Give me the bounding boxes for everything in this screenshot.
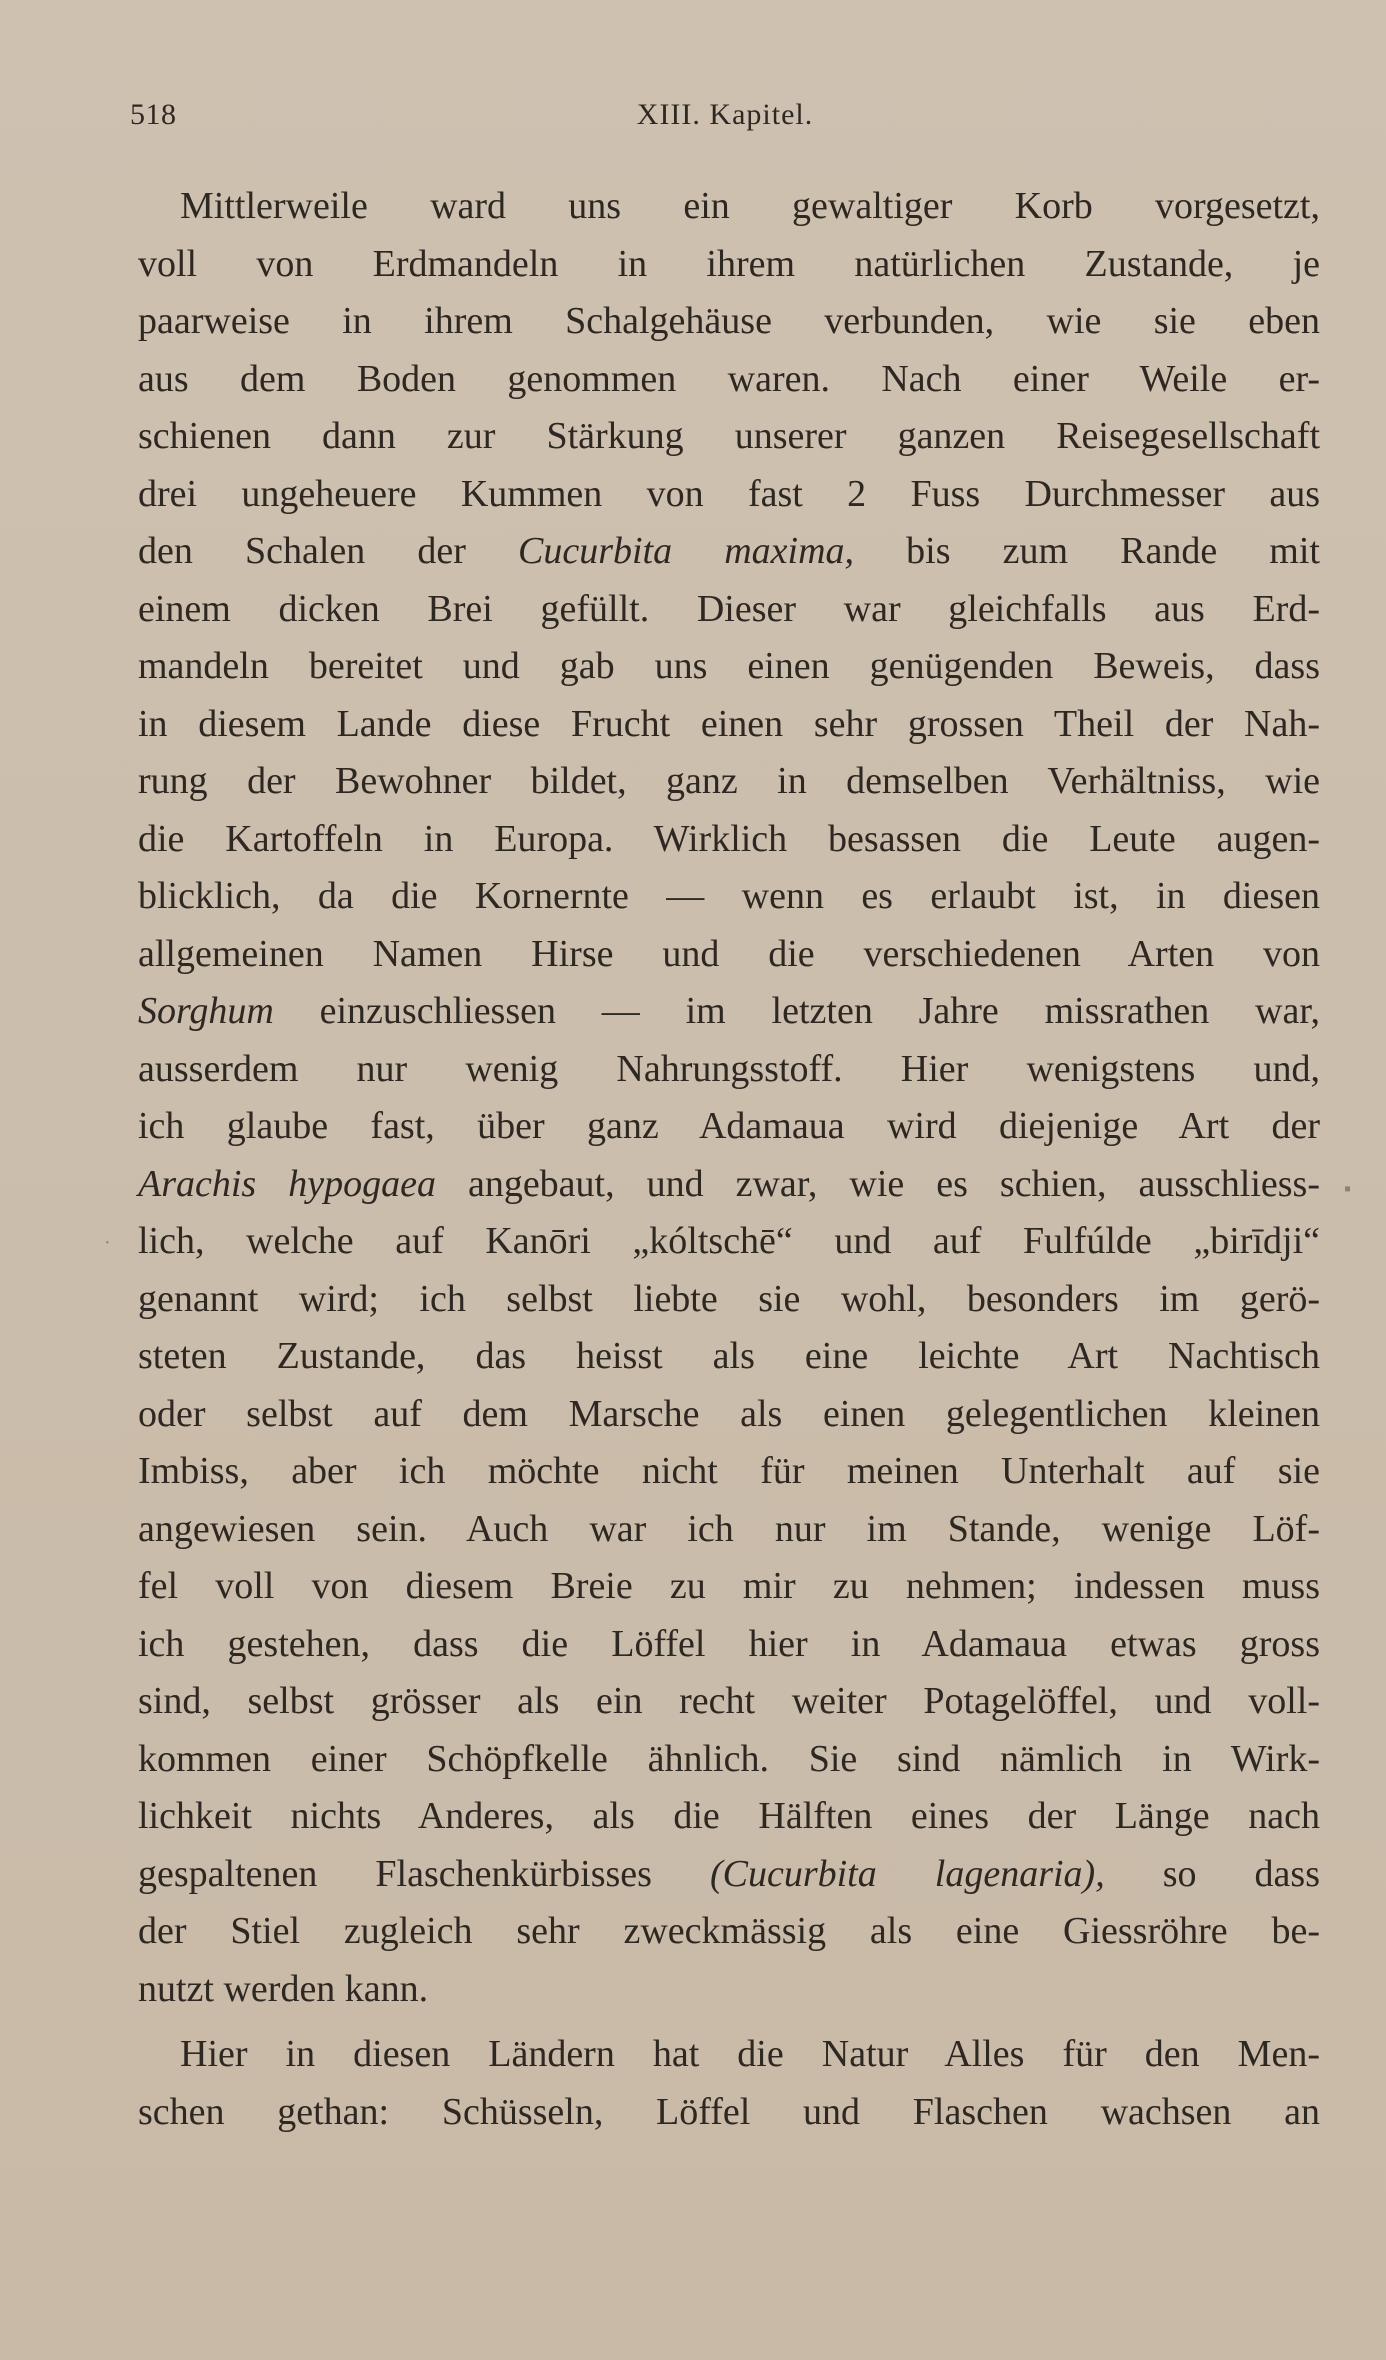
text-run: Mittlerweile ward uns ein gewaltiger Korb vorgesetzt, <box>180 185 1320 227</box>
text-line <box>138 1328 1320 1386</box>
text-run: Hier in diesen Ländern hat die Natur Alles für den Men- <box>180 2033 1320 2075</box>
text-run: sind, selbst grösser als ein recht weiter Potagelöffel, und voll- <box>138 1680 1320 1722</box>
text-run: drei ungeheuere Kummen von fast 2 Fuss Durchmesser aus <box>138 472 1320 515</box>
text-run: lichkeit nichts Anderes, als die Hälften eines der Länge nach <box>138 1795 1320 1837</box>
text-run: ich gestehen, dass die Löffel hier in Adamaua etwas gross <box>138 1622 1320 1665</box>
text-run: allgemeinen Namen Hirse und die verschiedenen Arten von <box>138 932 1320 975</box>
text-line <box>138 811 1320 869</box>
text-run: in diesem Lande diese Frucht einen sehr grossen Theil der Nah- <box>138 702 1320 745</box>
text-line <box>138 1041 1320 1099</box>
paragraph-gap <box>138 2018 1320 2026</box>
text-line <box>138 696 1320 754</box>
running-head: XIII. Kapitel. <box>636 98 814 131</box>
text-run: angewiesen sein. Auch war ich nur im Stande, wenige Löf- <box>138 1507 1320 1550</box>
text-line <box>138 983 1320 1041</box>
text-run: aus dem Boden genommen waren. Nach einer Weile er- <box>138 357 1320 400</box>
text-run: steten Zustande, das heisst als eine leichte Art Nachtisch <box>138 1335 1320 1377</box>
text-line <box>138 2084 1320 2142</box>
text-line <box>138 1156 1320 1214</box>
text-line <box>138 1673 1320 1731</box>
text-run: angebaut, und zwar, wie es schien, ausschliess- <box>435 1162 1320 1205</box>
text-line <box>138 1846 1320 1904</box>
page-number: 518 <box>130 98 177 131</box>
text-run: oder selbst auf dem Marsche als einen gelegentlichen kleinen <box>138 1392 1320 1435</box>
text-run: Imbiss, aber ich möchte nicht für meinen Unterhalt auf sie <box>138 1450 1320 1492</box>
text-run: voll von Erdmandeln in ihrem natürlichen Zustande, je <box>138 242 1320 285</box>
margin-speck: ▪ <box>1344 1178 1352 1200</box>
text-run: die Kartoffeln in Europa. Wirklich besassen die Leute augen- <box>138 817 1320 860</box>
text-line <box>138 638 1320 696</box>
text-run: ich glaube fast, über ganz Adamaua wird diejenige Art der <box>138 1105 1320 1147</box>
text-line <box>138 1501 1320 1559</box>
text-run: schienen dann zur Stärkung unserer ganzen Reisegesellschaft <box>138 415 1320 457</box>
text-line <box>138 1731 1320 1789</box>
text-line <box>138 408 1320 466</box>
text-line <box>138 523 1320 581</box>
text-line <box>138 236 1320 294</box>
text-line <box>138 1788 1320 1846</box>
text-run: den Schalen der <box>138 530 518 572</box>
page-header <box>130 98 1320 138</box>
text-line <box>138 1386 1320 1444</box>
text-run: mandeln bereitet und gab uns einen genügenden Beweis, dass <box>138 645 1320 687</box>
text-line <box>138 2026 1320 2084</box>
text-run: nutzt werden kann. <box>138 1967 429 2010</box>
text-run: einem dicken Brei gefüllt. Dieser war gleichfalls aus Erd- <box>138 587 1320 630</box>
text-run: fel voll von diesem Breie zu mir zu nehmen; indessen muss <box>138 1565 1320 1607</box>
margin-speck: · <box>104 1232 111 1254</box>
text-line <box>138 1213 1320 1271</box>
text-run: lich, welche auf Kanōri „kóltschē“ und auf Fulfúlde „birīdji“ <box>138 1220 1320 1262</box>
text-line <box>138 1903 1320 1961</box>
text-run: rung der Bewohner bildet, ganz in demselben Verhältniss, wie <box>138 760 1320 802</box>
text-line <box>138 926 1320 984</box>
text-line <box>138 1616 1320 1674</box>
text-run: ausserdem nur wenig Nahrungsstoff. Hier wenigstens und, <box>138 1047 1320 1090</box>
text-line <box>138 351 1320 409</box>
text-run: einzuschliessen — im letzten Jahre missrathen war, <box>273 990 1320 1032</box>
text-line <box>138 1443 1320 1501</box>
text-run: genannt wird; ich selbst liebte sie wohl, besonders im gerö- <box>138 1277 1320 1320</box>
text-run: paarweise in ihrem Schalgehäuse verbunden, wie sie eben <box>138 300 1320 342</box>
text-line <box>138 868 1320 926</box>
body-text <box>138 178 1320 2141</box>
text-line <box>138 1098 1320 1156</box>
text-run: kommen einer Schöpfkelle ähnlich. Sie sind nämlich in Wirk- <box>138 1737 1320 1780</box>
text-line <box>138 1558 1320 1616</box>
text-line <box>138 753 1320 811</box>
text-line <box>138 1961 1320 2019</box>
text-run: der Stiel zugleich sehr zweckmässig als eine Giessröhre be- <box>138 1910 1320 1952</box>
text-run: schen gethan: Schüsseln, Löffel und Flaschen wachsen an <box>138 2090 1320 2133</box>
text-run: blicklich, da die Kornernte — wenn es erlaubt ist, in diesen <box>138 875 1320 917</box>
latin-term: (Cucurbita lagenaria), <box>709 1852 1105 1895</box>
text-line <box>138 1271 1320 1329</box>
text-line <box>138 293 1320 351</box>
latin-term: Arachis hypogaea <box>138 1162 436 1205</box>
text-line <box>138 178 1320 236</box>
text-line <box>138 466 1320 524</box>
text-run: gespaltenen Flaschenkürbisses <box>138 1852 710 1895</box>
text-run: so dass <box>1104 1852 1321 1895</box>
text-run: bis zum Rande mit <box>854 530 1320 572</box>
latin-term: Sorghum <box>138 990 274 1032</box>
latin-term: Cucurbita maxima, <box>518 530 855 572</box>
text-line <box>138 581 1320 639</box>
